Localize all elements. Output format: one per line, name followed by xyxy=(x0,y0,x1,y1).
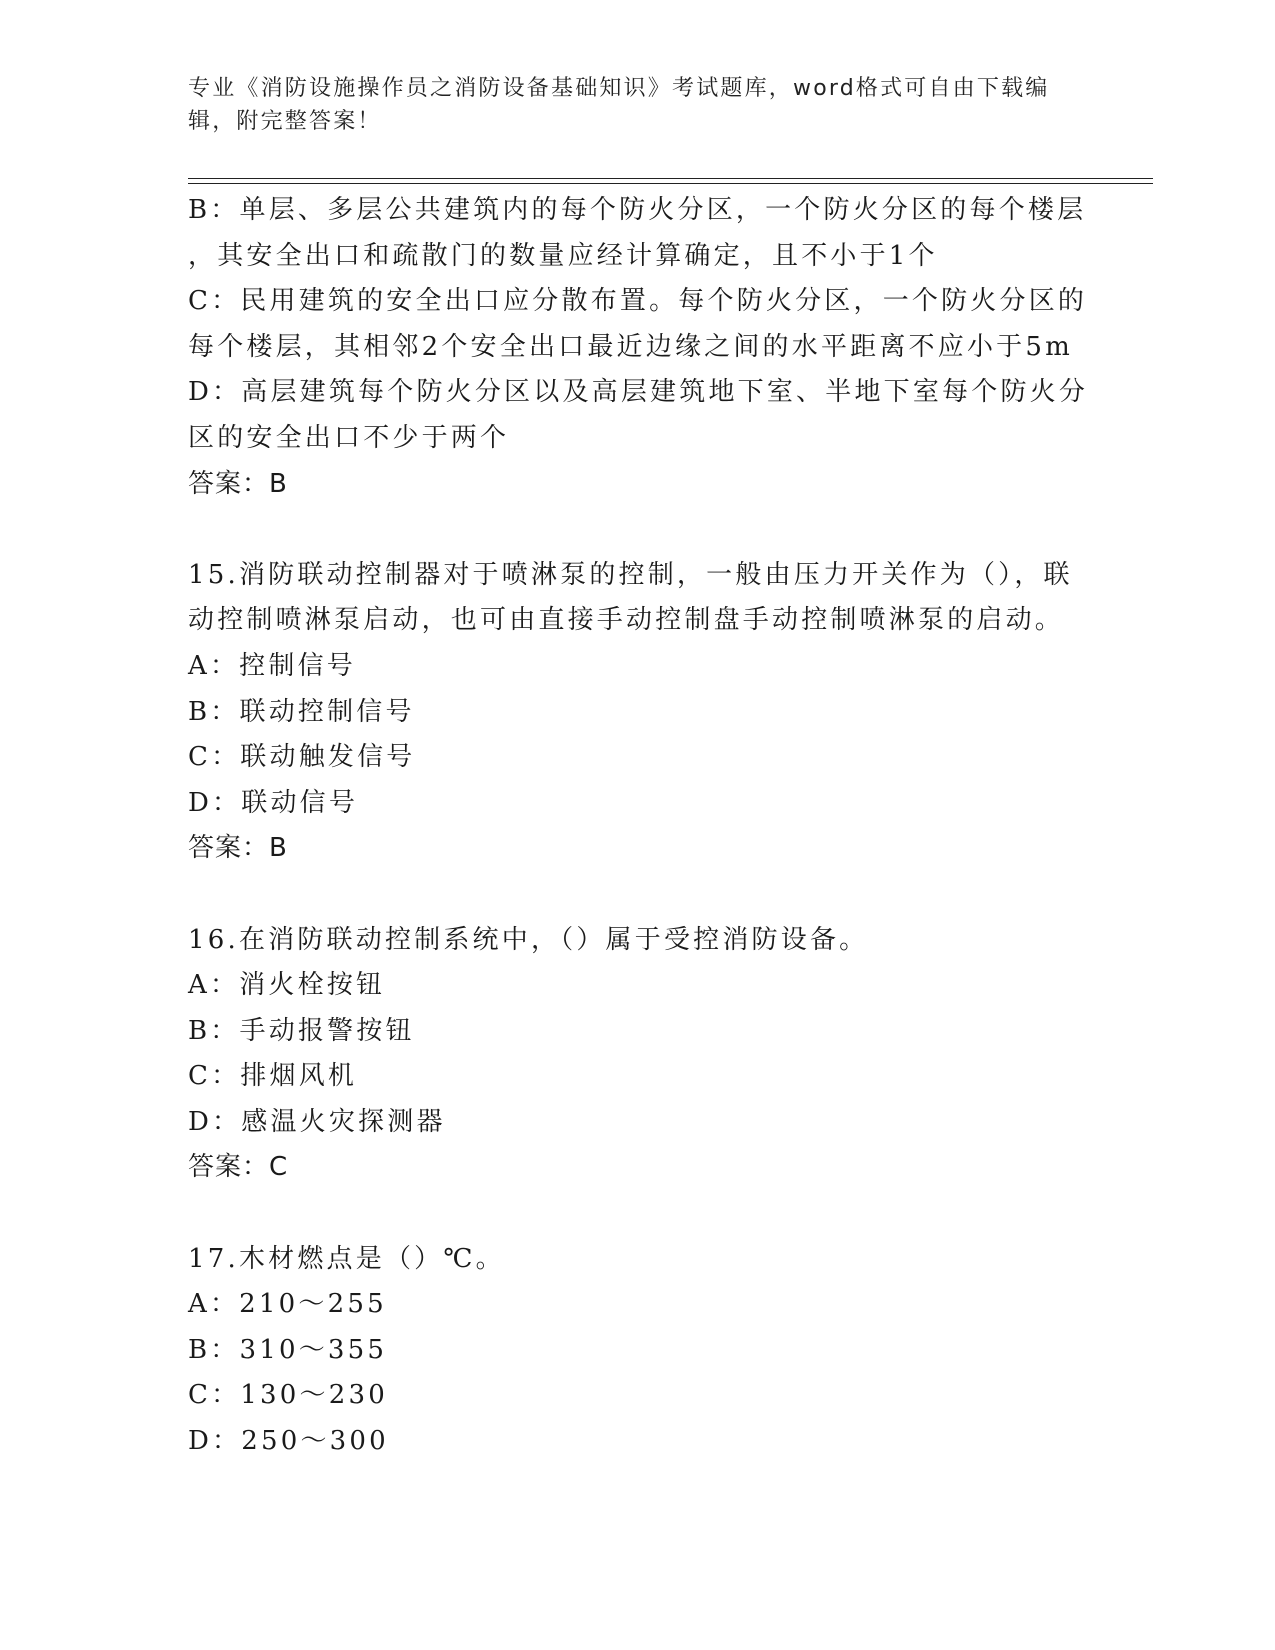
question-stem-line-1: 15.消防联动控制器对于喷淋泵的控制，一般由压力开关作为（），联 xyxy=(188,559,1073,590)
option-b: B：310～355 xyxy=(188,1334,388,1365)
question-16 xyxy=(188,918,1088,1192)
spacer xyxy=(188,872,1088,918)
spacer xyxy=(188,1191,1088,1237)
option-d-line-1: D：高层建筑每个防火分区以及高层建筑地下室、半地下室每个防火分 xyxy=(188,377,1089,408)
option-b: B：联动控制信号 xyxy=(188,696,415,727)
header-rule-bottom xyxy=(188,183,1153,184)
question-stem-line-1: 16.在消防联动控制系统中，（）属于受控消防设备。 xyxy=(188,924,869,955)
option-b-line-2: ，其安全出口和疏散门的数量应经计算确定，且不小于1个 xyxy=(188,240,938,271)
spacer xyxy=(188,507,1088,553)
option-d: D：联动信号 xyxy=(188,787,359,818)
option-c: C：130～230 xyxy=(188,1380,388,1411)
option-a: A：210～255 xyxy=(188,1289,387,1320)
page-header xyxy=(188,72,1088,138)
option-a: A：控制信号 xyxy=(188,650,356,681)
answer: 答案：B xyxy=(188,833,288,864)
header-line-2: 辑，附完整答案！ xyxy=(188,109,382,134)
question-stem-line-2: 动控制喷淋泵启动，也可由直接手动控制盘手动控制喷淋泵的启动。 xyxy=(188,605,1065,636)
document-body xyxy=(188,188,1088,1465)
question-15 xyxy=(188,553,1088,872)
option-d: D：感温火灾探测器 xyxy=(188,1106,446,1137)
option-a: A：消火栓按钮 xyxy=(188,970,386,1001)
header-line-1: 专业《消防设施操作员之消防设备基础知识》考试题库，word格式可自由下载编 xyxy=(188,76,1050,101)
option-c-line-1: C：民用建筑的安全出口应分散布置。每个防火分区，一个防火分区的 xyxy=(188,286,1088,317)
question-17 xyxy=(188,1237,1088,1465)
option-c-line-2: 每个楼层，其相邻2个安全出口最近边缘之间的水平距离不应小于5m xyxy=(188,331,1073,362)
header-rule-top xyxy=(188,178,1153,179)
answer: 答案：C xyxy=(188,1152,289,1183)
question-stem-line-1: 17.木材燃点是（）℃。 xyxy=(188,1243,505,1274)
option-c: C：排烟风机 xyxy=(188,1061,358,1092)
question-14-continued xyxy=(188,188,1088,507)
answer: 答案：B xyxy=(188,468,288,499)
option-b-line-1: B：单层、多层公共建筑内的每个防火分区，一个防火分区的每个楼层 xyxy=(188,195,1087,225)
option-c: C：联动触发信号 xyxy=(188,742,416,773)
option-d: D：250～300 xyxy=(188,1426,389,1457)
option-b: B：手动报警按钮 xyxy=(188,1015,415,1046)
option-d-line-2: 区的安全出口不少于两个 xyxy=(188,422,510,453)
